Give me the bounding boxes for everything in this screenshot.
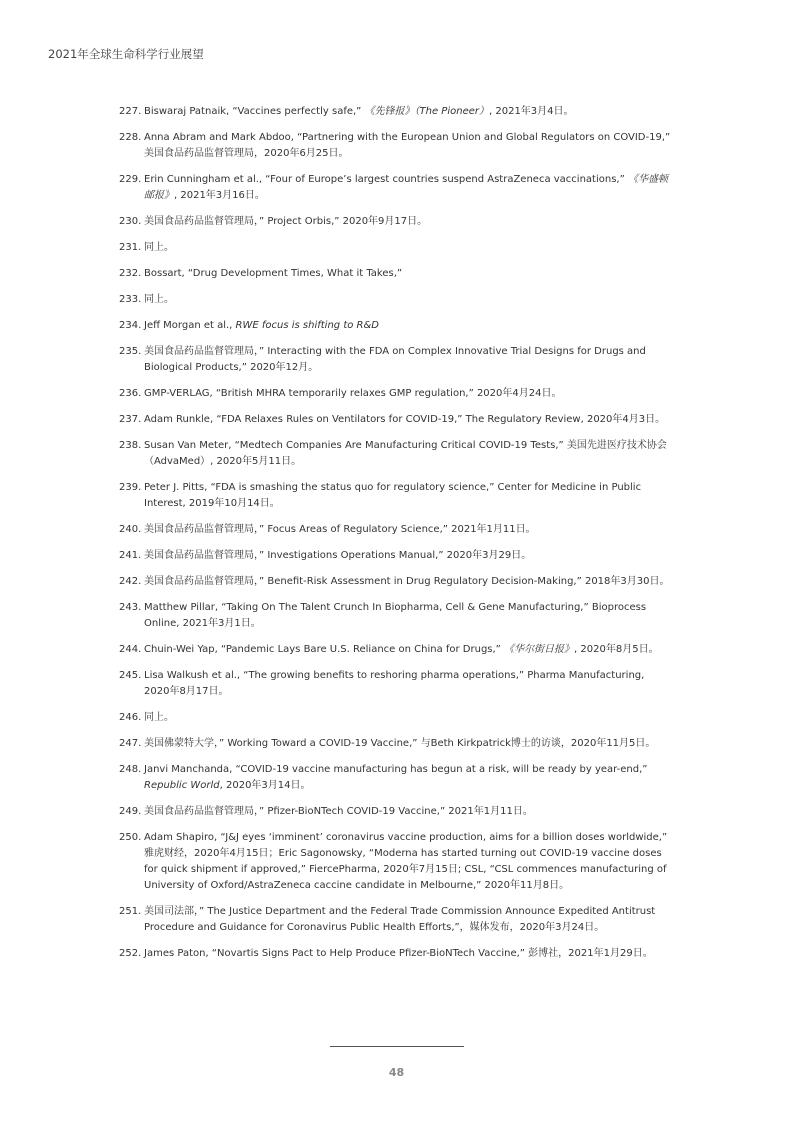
reference-text: Jeff Morgan et al., bbox=[144, 320, 236, 331]
reference-text: Chuin-Wei Yap, “Pandemic Lays Bare U.S. Reliance on China for Drugs,” bbox=[144, 644, 505, 655]
reference-item bbox=[119, 214, 671, 230]
reference-title-italic: Republic World bbox=[144, 780, 220, 791]
reference-text: 美国司法部，” The Justice Department and the Federal Trade Commission Announce Expedited Antitrust Procedure and Guidance for Coronavirus Public Health Efforts,”，媒体发布，2020年3月24日。 bbox=[144, 906, 656, 933]
reference-item bbox=[119, 710, 671, 726]
reference-item bbox=[119, 946, 671, 962]
reference-item bbox=[119, 904, 671, 936]
reference-item bbox=[119, 292, 671, 308]
reference-item bbox=[119, 668, 671, 700]
reference-number: 227. bbox=[119, 106, 142, 117]
reference-item bbox=[119, 762, 671, 794]
reference-item bbox=[119, 600, 671, 632]
reference-text: Adam Runkle, “FDA Relaxes Rules on Ventilators for COVID-19,” The Regulatory Review, 2020年4月3日。 bbox=[144, 414, 666, 425]
reference-number: 236. bbox=[119, 388, 142, 399]
reference-text: 美国食品药品监督管理局，” Benefit-Risk Assessment in Drug Regulatory Decision-Making,” 2018年3月30日。 bbox=[144, 576, 670, 587]
reference-number: 235. bbox=[119, 346, 142, 357]
reference-item bbox=[119, 804, 671, 820]
reference-text: Lisa Walkush et al., “The growing benefits to reshoring pharma operations,” Pharma Manufacturing, 2020年8月17日。 bbox=[144, 670, 645, 697]
reference-number: 240. bbox=[119, 524, 142, 535]
reference-item bbox=[119, 548, 671, 564]
reference-item bbox=[119, 240, 671, 256]
reference-number: 243. bbox=[119, 602, 142, 613]
reference-text: Peter J. Pitts, “FDA is smashing the status quo for regulatory science,” Center for Medicine in Public Interest, 2019年10月14日。 bbox=[144, 482, 642, 509]
reference-text: 同上。 bbox=[144, 294, 174, 305]
reference-text: 美国佛蒙特大学，” Working Toward a COVID-19 Vaccine,” 与Beth Kirkpatrick博士的访谈，2020年11月5日。 bbox=[144, 738, 656, 749]
reference-item bbox=[119, 386, 671, 402]
reference-number: 245. bbox=[119, 670, 142, 681]
running-header: 2021年全球生命科学行业展望 bbox=[48, 47, 204, 61]
reference-text: Anna Abram and Mark Abdoo, “Partnering with the European Union and Global Regulators on COVID-19,” 美国食品药品监督管理局，2020年6月25日。 bbox=[144, 132, 671, 159]
reference-title-italic: 《华盛顿邮报》 bbox=[144, 174, 668, 201]
reference-number: 252. bbox=[119, 948, 142, 959]
reference-text: Susan Van Meter, “Medtech Companies Are Manufacturing Critical COVID-19 Tests,” 美国先进医疗技术协会（AdvaMed）, 2020年5月11日。 bbox=[144, 440, 667, 467]
reference-text: 美国食品药品监督管理局，” Investigations Operations Manual,” 2020年3月29日。 bbox=[144, 550, 532, 561]
reference-item bbox=[119, 736, 671, 752]
reference-text: 美国食品药品监督管理局，” Interacting with the FDA on Complex Innovative Trial Designs for Drugs and Biological Products,” 2020年12月。 bbox=[144, 346, 646, 373]
reference-text: , 2020年8月5日。 bbox=[574, 644, 659, 655]
reference-text: , 2020年3月14日。 bbox=[219, 780, 311, 791]
reference-text: 美国食品药品监督管理局，” Project Orbis,” 2020年9月17日。 bbox=[144, 216, 428, 227]
reference-number: 239. bbox=[119, 482, 142, 493]
reference-title-italic: RWE focus is shifting to R&D bbox=[235, 320, 379, 331]
reference-text: , 2021年3月16日。 bbox=[174, 190, 265, 201]
reference-text: Matthew Pillar, “Taking On The Talent Crunch In Biopharma, Cell & Gene Manufacturing,” Bioprocess Online, 2021年3月1日。 bbox=[144, 602, 647, 629]
reference-number: 246. bbox=[119, 712, 142, 723]
reference-text: Bossart, “Drug Development Times, What it Takes,” bbox=[144, 268, 403, 279]
reference-number: 242. bbox=[119, 576, 142, 587]
reference-item bbox=[119, 480, 671, 512]
reference-item bbox=[119, 574, 671, 590]
reference-number: 232. bbox=[119, 268, 142, 279]
reference-number: 249. bbox=[119, 806, 142, 817]
reference-number: 247. bbox=[119, 738, 142, 749]
reference-item bbox=[119, 522, 671, 538]
reference-title-italic: 《先锋报》（The Pioneer） bbox=[364, 106, 489, 117]
reference-number: 238. bbox=[119, 440, 142, 451]
reference-number: 251. bbox=[119, 906, 142, 917]
reference-number: 244. bbox=[119, 644, 142, 655]
reference-text: 美国食品药品监督管理局，” Focus Areas of Regulatory Science,” 2021年1月11日。 bbox=[144, 524, 536, 535]
page-number: 48 bbox=[388, 1066, 405, 1079]
reference-item bbox=[119, 172, 671, 204]
reference-number: 248. bbox=[119, 764, 142, 775]
reference-list bbox=[119, 104, 671, 972]
reference-item bbox=[119, 130, 671, 162]
reference-text: 美国食品药品监督管理局，” Pfizer-BioNTech COVID-19 Vaccine,” 2021年1月11日。 bbox=[144, 806, 533, 817]
reference-item bbox=[119, 266, 671, 282]
reference-number: 237. bbox=[119, 414, 142, 425]
reference-text: Adam Shapiro, “J&J eyes ‘imminent’ coronavirus vaccine production, aims for a billion doses worldwide,” 雅虎财经，2020年4月15日；Eric Sagonowsky, “Moderna has started turning out COVID-19 vaccine doses for quick shipment if approved,” FiercePharma, 2020年7月15日; CSL, “CSL commences manufacturing of University of Oxford/AstraZeneca caccine candidate in Melbourne,” 2020年11月8日。 bbox=[144, 832, 668, 891]
reference-text: 同上。 bbox=[144, 712, 174, 723]
footer-divider bbox=[330, 1046, 464, 1047]
reference-number: 231. bbox=[119, 242, 142, 253]
reference-number: 229. bbox=[119, 174, 142, 185]
reference-number: 230. bbox=[119, 216, 142, 227]
reference-text: Erin Cunningham et al., “Four of Europe’s largest countries suspend AstraZeneca vaccinations,” bbox=[144, 174, 628, 185]
reference-item bbox=[119, 318, 671, 334]
reference-item bbox=[119, 830, 671, 894]
reference-title-italic: 《华尔街日报》 bbox=[504, 644, 575, 655]
reference-item bbox=[119, 344, 671, 376]
reference-text: James Paton, “Novartis Signs Pact to Help Produce Pfizer-BioNTech Vaccine,” 彭博社，2021年1月29日。 bbox=[144, 948, 653, 959]
reference-item bbox=[119, 642, 671, 658]
reference-number: 233. bbox=[119, 294, 142, 305]
reference-item bbox=[119, 412, 671, 428]
reference-item bbox=[119, 438, 671, 470]
reference-number: 234. bbox=[119, 320, 142, 331]
reference-text: , 2021年3月4日。 bbox=[489, 106, 574, 117]
reference-number: 250. bbox=[119, 832, 142, 843]
reference-item bbox=[119, 104, 671, 120]
reference-text: 同上。 bbox=[144, 242, 174, 253]
reference-number: 241. bbox=[119, 550, 142, 561]
reference-number: 228. bbox=[119, 132, 142, 143]
reference-text: Janvi Manchanda, “COVID-19 vaccine manufacturing has begun at a risk, will be ready by year-end,” bbox=[144, 764, 648, 775]
reference-text: Biswaraj Patnaik, “Vaccines perfectly safe,” bbox=[144, 106, 365, 117]
reference-text: GMP-VERLAG, “British MHRA temporarily relaxes GMP regulation,” 2020年4月24日。 bbox=[144, 388, 562, 399]
